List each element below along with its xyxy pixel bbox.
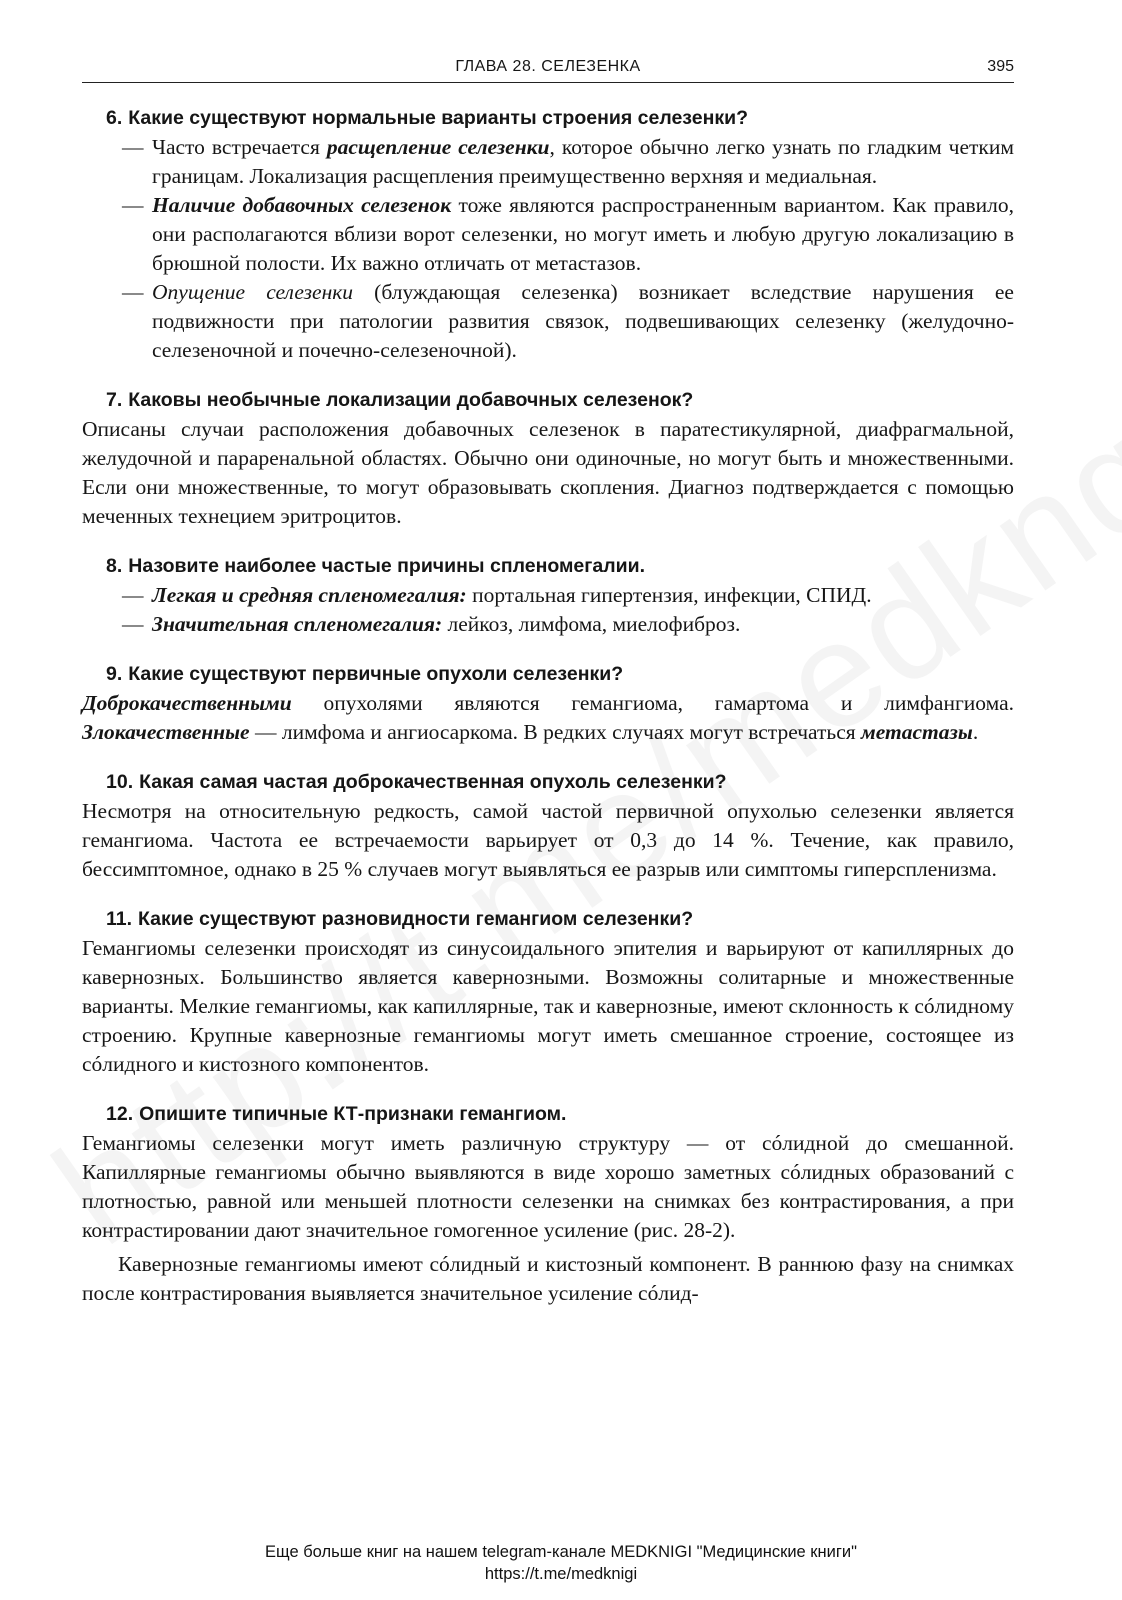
footer-line: Еще больше книг на нашем telegram-канале MEDKNIGI "Медицинские книги" [265, 1543, 857, 1561]
section-q11 [82, 905, 1014, 1079]
emphasis-term: Значительная спленомегалия: [152, 612, 443, 636]
text-run: (блуждающая селезенка) возникает вследствие нарушения ее подвижности при патологии развития связок, подвешивающих селезенку (желудочно-селезеночной и почечно-селезеночной). [152, 280, 1014, 362]
footer-promo [0, 1541, 1122, 1585]
text-run: , которое обычно легко узнать по гладким четким границам. Локализация расщепления преимущественно верхняя и медиальная. [152, 135, 1014, 188]
question-text: Каковы необычные локализации добавочных селезенок? [128, 389, 694, 411]
question-text: Назовите наиболее частые причины спленомегалии. [128, 555, 646, 577]
running-header [82, 56, 1014, 83]
answer-paragraph [82, 689, 1014, 747]
question-heading [82, 386, 1014, 414]
list-item [82, 581, 1014, 610]
question-heading [82, 104, 1014, 132]
emphasis-term: Злокачественные [82, 720, 250, 744]
list-item [82, 278, 1014, 365]
chapter-title: ГЛАВА 28. СЕЛЕЗЕНКА [455, 58, 641, 75]
text-run: тоже являются распространенным вариантом. Как правило, они располагаются вблизи ворот селезенки, но могут иметь и любую другую локализацию в брюшной полости. Их важно отличать от метастазов. [152, 193, 1015, 275]
text-run: опухолями являются гемангиома, гамартома и лимфангиома. [291, 691, 1014, 715]
text-run: лейкоз, лимфома, миелофиброз. [442, 612, 741, 636]
footer-link[interactable]: https://t.me/medknigi [484, 1565, 638, 1583]
dash-bullet: — [122, 612, 144, 636]
list-item [82, 610, 1014, 639]
question-heading [82, 552, 1014, 580]
question-text: Какие существуют первичные опухоли селезенки? [128, 663, 624, 685]
answer-paragraph: Кавернозные гемангиомы имеют сóлидный и кистозный компонент. В раннюю фазу на снимках после контрастирования выявляется значительное усиление сóлид- [82, 1252, 1014, 1305]
section-q6 [82, 104, 1014, 365]
section-q9 [82, 660, 1014, 747]
question-number: 7. [106, 389, 123, 411]
question-number: 6. [106, 107, 123, 129]
answer-paragraph: Описаны случаи расположения добавочных селезенок в паратестикулярной, диафрагмальной, желудочной и параренальной областях. Обычно они одиночные, но могут быть и множественными. Если они множественные, то могут образовывать скопления. Диагноз подтверждается с помощью меченных технецием эритроцитов. [82, 417, 1014, 528]
question-number: 8. [106, 555, 123, 577]
dash-bullet: — [122, 280, 144, 304]
answer-paragraph: Гемангиомы селезенки происходят из синусоидального эпителия и варьируют от капиллярных до кавернозных. Большинство является кавернозными. Возможны солитарные и множественные варианты. Мелкие гемангиомы, как капиллярные, так и кавернозные, имеют склонность к сóлидному строению. Крупные кавернозные гемангиомы могут иметь смешанное строение, состоящее из сóлидного и кистозного компонентов. [82, 936, 1014, 1076]
question-text: Какие существуют разновидности гемангиом селезенки? [138, 908, 694, 930]
answer-paragraph: Несмотря на относительную редкость, самой частой первичной опухолью селезенки является гемангиома. Частота ее встречаемости варьирует от 0,3 до 14 %. Течение, как правило, бессимптомное, однако в 25 % случаев могут выявляться ее разрыв или симптомы гиперспленизма. [82, 799, 1014, 881]
section-q7 [82, 386, 1014, 531]
question-number: 11. [106, 908, 133, 930]
dash-bullet: — [122, 583, 144, 607]
text-run: . [972, 720, 979, 744]
page-body [82, 104, 1014, 1329]
list-item [82, 191, 1014, 278]
italic-term: Опущение селезенки [152, 280, 354, 304]
emphasis-term: метастазы [861, 720, 973, 744]
question-heading [82, 768, 1014, 796]
question-text: Опишите типичные КТ-признаки гемангиом. [139, 1103, 567, 1125]
section-q12 [82, 1100, 1014, 1308]
section-q8 [82, 552, 1014, 639]
list-item [82, 133, 1014, 191]
question-text: Какая самая частая доброкачественная опухоль селезенки? [139, 771, 727, 793]
question-number: 12. [106, 1103, 134, 1125]
emphasis-term: расщепление селезенки [326, 135, 550, 159]
text-run: — лимфома и ангиосаркома. В редких случаях могут встречаться [249, 720, 862, 744]
question-number: 9. [106, 663, 123, 685]
section-q10 [82, 768, 1014, 884]
question-heading [82, 1100, 1014, 1128]
question-heading [82, 660, 1014, 688]
question-heading [82, 905, 1014, 933]
question-text: Какие существуют нормальные варианты строения селезенки? [128, 107, 749, 129]
dash-bullet: — [122, 135, 144, 159]
text-run: портальная гипертензия, инфекции, СПИД. [466, 583, 872, 607]
emphasis-term: Наличие добавочных селезенок [152, 193, 452, 217]
question-number: 10. [106, 771, 134, 793]
answer-paragraph: Гемангиомы селезенки могут иметь различную структуру — от сóлидной до смешанной. Капиллярные гемангиомы обычно выявляются в виде хорошо заметных сóлидных образований с плотностью, равной или меньшей плотности селезенки на снимках без контрастирования, а при контрастировании дают значительное гомогенное усиление (рис. 28-2). [82, 1131, 1014, 1242]
page-number: 395 [987, 58, 1014, 75]
dash-bullet: — [122, 193, 144, 217]
emphasis-term: Легкая и средняя спленомегалия: [152, 583, 467, 607]
emphasis-term: Доброкачественными [82, 691, 292, 715]
text-run: Часто встречается [152, 135, 327, 159]
